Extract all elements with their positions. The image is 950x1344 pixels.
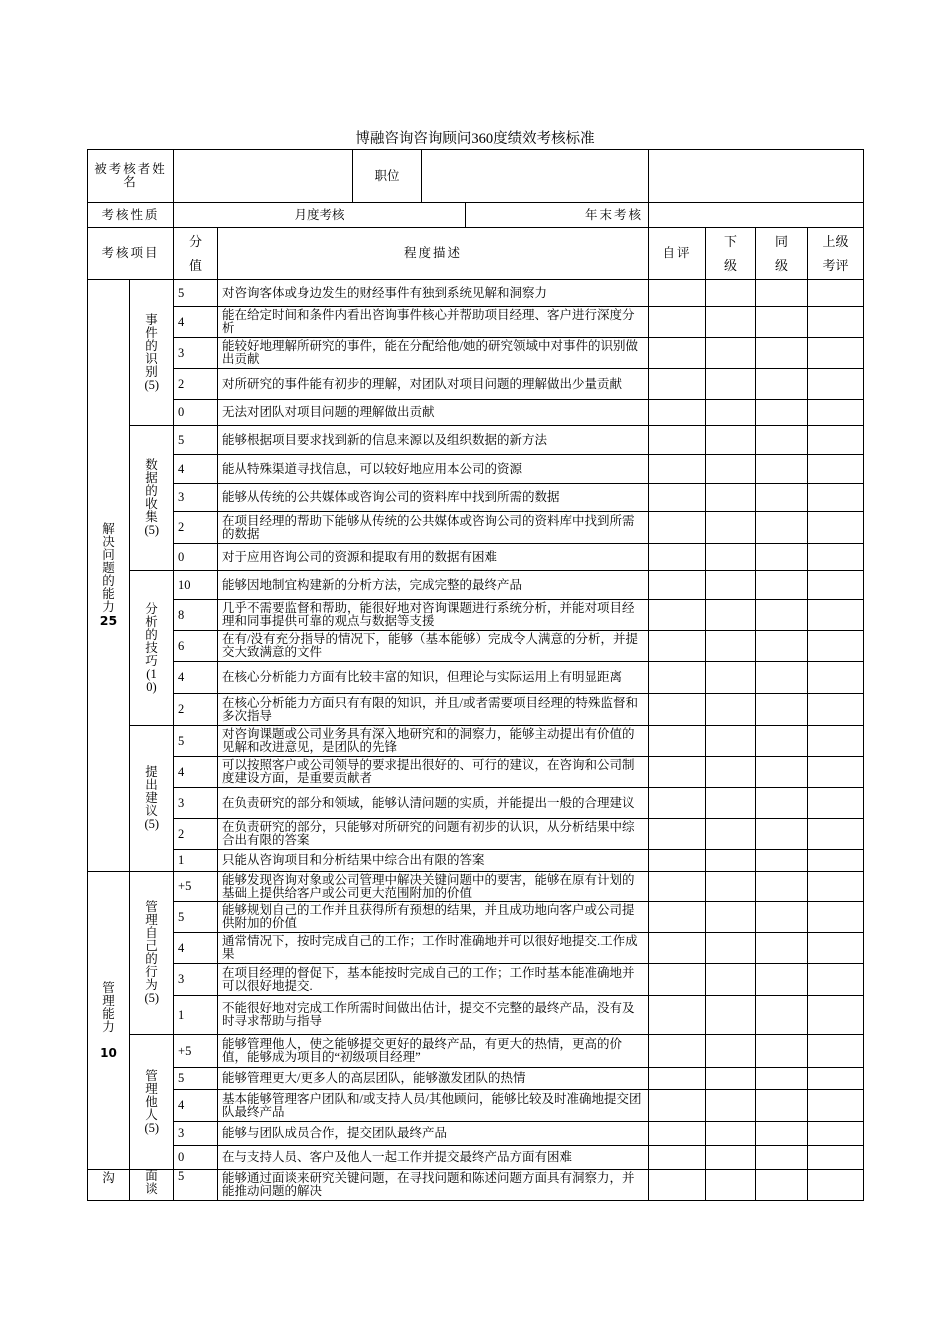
superior-eval-input[interactable]	[808, 1090, 864, 1122]
group-managing-others: 管理他人(5)	[130, 1035, 174, 1170]
score-cell: 4	[174, 662, 218, 694]
score-cell: 4	[174, 1090, 218, 1122]
description-cell: 在核心分析能力方面有比较丰富的知识，但理论与实际运用上有明显距离	[218, 662, 649, 694]
superior-eval-input[interactable]	[808, 426, 864, 455]
self-eval-input[interactable]	[649, 1068, 706, 1090]
superior-eval-input[interactable]	[808, 757, 864, 788]
description-cell: 可以按照客户或公司领导的要求提出很好的、可行的建议，在咨询和公司制度建设方面，是重要贡献者	[218, 757, 649, 788]
position-value-cell[interactable]	[649, 150, 864, 203]
description-cell: 在与支持人员、客户及他人一起工作并提交最终产品方面有困难	[218, 1146, 649, 1170]
peer-eval-input[interactable]	[756, 819, 808, 850]
peer-eval-input[interactable]	[756, 400, 808, 426]
description-cell: 在负责研究的部分，只能够对所研究的问题有初步的认识，从分析结果中综合出有限的答案	[218, 819, 649, 850]
subordinate-eval-input[interactable]	[706, 788, 756, 819]
subordinate-eval-input[interactable]	[706, 694, 756, 726]
subordinate-eval-input[interactable]	[706, 512, 756, 544]
table-row	[88, 400, 864, 426]
peer-eval-input[interactable]	[756, 1035, 808, 1068]
superior-eval-input[interactable]	[808, 631, 864, 662]
desc-label: 程度描述	[218, 228, 649, 280]
subordinate-eval-input[interactable]	[706, 757, 756, 788]
description-cell: 能够发现咨询对象或公司管理中解决关键问题中的要害，能够在原有计划的基础上提供给客户或公司更大范围附加的价值	[218, 872, 649, 902]
score-cell: 0	[174, 400, 218, 426]
score-cell: +5	[174, 1035, 218, 1068]
table-row	[88, 600, 864, 631]
table-row	[88, 280, 864, 307]
description-cell: 在负责研究的部分和领域，能够认清问题的实质，并能提出一般的合理建议	[218, 788, 649, 819]
table-row	[88, 788, 864, 819]
subordinate-eval-input[interactable]	[706, 369, 756, 400]
name-label-cell	[88, 150, 174, 203]
score-cell: 5	[174, 726, 218, 757]
self-eval-input[interactable]	[649, 512, 706, 544]
table-row	[88, 631, 864, 662]
table-row	[88, 1068, 864, 1090]
superior-eval-input[interactable]	[808, 455, 864, 484]
score-cell: 3	[174, 964, 218, 996]
table-row	[88, 819, 864, 850]
yearly-option[interactable]: 年末考核	[585, 207, 644, 222]
peer-eval-input[interactable]	[756, 1090, 808, 1122]
description-cell: 能够管理他人，使之能够提交更好的最终产品，有更大的热情，更高的价值，能够成为项目的“初级项目经理”	[218, 1035, 649, 1068]
table-row	[88, 544, 864, 571]
peer-eval-input[interactable]	[756, 512, 808, 544]
description-cell: 能够与团队成员合作，提交团队最终产品	[218, 1122, 649, 1146]
peer-eval-input[interactable]	[756, 933, 808, 964]
subordinate-eval-input[interactable]	[706, 631, 756, 662]
peer-eval-input[interactable]	[756, 631, 808, 662]
table-row	[88, 455, 864, 484]
description-cell: 对所研究的事件能有初步的理解，对团队对项目问题的理解做出少量贡献	[218, 369, 649, 400]
superior-eval-input[interactable]	[808, 788, 864, 819]
peer-eval-input[interactable]	[756, 426, 808, 455]
peer-eval-input[interactable]	[756, 455, 808, 484]
score-cell: 3	[174, 338, 218, 369]
score-cell: 2	[174, 369, 218, 400]
description-cell: 能较好地理解所研究的事件，能在分配给他/她的研究领域中对事件的识别做出贡献	[218, 338, 649, 369]
description-cell: 能够规划自己的工作并且获得所有预想的结果，并且成功地向客户或公司提供附加的价值	[218, 902, 649, 933]
peer-eval-input[interactable]	[756, 850, 808, 872]
table-row	[88, 757, 864, 788]
peer-eval-input[interactable]	[756, 694, 808, 726]
table-row	[88, 933, 864, 964]
item-label: 考核项目	[88, 228, 174, 280]
self-eval-input[interactable]	[649, 902, 706, 933]
score-cell: 2	[174, 819, 218, 850]
description-cell: 能够通过面谈来研究关键问题，在寻找问题和陈述问题方面具有洞察力，并能推动问题的解决	[218, 1170, 649, 1201]
name-value-cell[interactable]	[174, 150, 649, 203]
score-cell: +5	[174, 872, 218, 902]
peer-eval-input[interactable]	[756, 1122, 808, 1146]
category-problem-solving: 解决问题的能力 25	[88, 280, 130, 872]
description-cell: 能从特殊渠道寻找信息，可以较好地应用本公司的资源	[218, 455, 649, 484]
peer-eval-input[interactable]	[756, 872, 808, 902]
table-row	[88, 662, 864, 694]
table-row	[88, 850, 864, 872]
superior-eval-label: 上级考评	[822, 233, 849, 273]
peer-eval-input[interactable]	[756, 726, 808, 757]
superior-eval-input[interactable]	[808, 996, 864, 1035]
self-eval-input[interactable]	[649, 455, 706, 484]
subordinate-eval-input[interactable]	[706, 1170, 756, 1201]
self-eval-input[interactable]	[649, 662, 706, 694]
category-management: 管理能力 10	[88, 872, 130, 1170]
table-row	[88, 1170, 864, 1201]
superior-eval-input[interactable]	[808, 369, 864, 400]
table-row	[88, 571, 864, 600]
self-eval-input[interactable]	[649, 1170, 706, 1201]
peer-eval-input[interactable]	[756, 280, 808, 307]
peer-eval-input[interactable]	[756, 544, 808, 571]
peer-eval-input[interactable]	[756, 996, 808, 1035]
superior-eval-input[interactable]	[808, 1146, 864, 1170]
description-cell: 对咨询课题或公司业务具有深入地研究和的洞察力，能够主动提出有价值的见解和改进意见，是团队的先锋	[218, 726, 649, 757]
score-cell: 5	[174, 426, 218, 455]
peer-eval-input[interactable]	[756, 307, 808, 338]
group-interview: 面谈	[130, 1170, 174, 1201]
subordinate-eval-input[interactable]	[706, 426, 756, 455]
subordinate-eval-input[interactable]	[706, 455, 756, 484]
description-cell: 不能很好地对完成工作所需时间做出估计，提交不完整的最终产品，没有及时寻求帮助与指导	[218, 996, 649, 1035]
group-data-collection: 数据的收集(5)	[130, 426, 174, 571]
group-event-identification: 事件的识别(5)	[130, 280, 174, 426]
description-cell: 能够管理更大/更多人的高层团队，能够激发团队的热情	[218, 1068, 649, 1090]
table-row	[88, 694, 864, 726]
superior-eval-input[interactable]	[808, 1068, 864, 1090]
description-cell: 能够根据项目要求找到新的信息来源以及组织数据的新方法	[218, 426, 649, 455]
table-row	[88, 307, 864, 338]
superior-eval-input[interactable]	[808, 662, 864, 694]
self-eval-input[interactable]	[649, 933, 706, 964]
score-cell: 10	[174, 571, 218, 600]
subordinate-eval-label: 下级	[724, 233, 738, 273]
subordinate-eval-input[interactable]	[706, 964, 756, 996]
self-eval-input[interactable]	[649, 1122, 706, 1146]
self-eval-input[interactable]	[649, 280, 706, 307]
category-score: 10	[100, 1045, 117, 1060]
score-cell: 1	[174, 850, 218, 872]
description-cell: 基本能够管理客户团队和/或支持人员/其他顾问，能够比较及时准确地提交团队最终产品	[218, 1090, 649, 1122]
subordinate-eval-input[interactable]	[706, 571, 756, 600]
score-cell: 4	[174, 933, 218, 964]
subordinate-eval-input[interactable]	[706, 662, 756, 694]
peer-eval-input[interactable]	[756, 964, 808, 996]
superior-eval-input[interactable]	[808, 600, 864, 631]
description-cell: 在有/没有充分指导的情况下，能够（基本能够）完成令人满意的分析，并提交大致满意的文件	[218, 631, 649, 662]
table-row	[88, 902, 864, 933]
subordinate-eval-input[interactable]	[706, 280, 756, 307]
self-eval-input[interactable]	[649, 996, 706, 1035]
table-row	[88, 1146, 864, 1170]
table-row	[88, 964, 864, 996]
peer-eval-input[interactable]	[756, 902, 808, 933]
position-label: 职位	[353, 150, 422, 202]
score-cell: 0	[174, 1146, 218, 1170]
description-cell: 无法对团队对项目问题的理解做出贡献	[218, 400, 649, 426]
self-eval-input[interactable]	[649, 1035, 706, 1068]
self-eval-input[interactable]	[649, 726, 706, 757]
score-cell: 3	[174, 788, 218, 819]
self-eval-input[interactable]	[649, 600, 706, 631]
self-eval-input[interactable]	[649, 850, 706, 872]
peer-eval-input[interactable]	[756, 338, 808, 369]
self-eval-input[interactable]	[649, 426, 706, 455]
score-cell: 3	[174, 484, 218, 512]
table-row	[88, 1035, 864, 1068]
self-eval-input[interactable]	[649, 872, 706, 902]
table-row	[88, 512, 864, 544]
group-recommendations: 提出建议(5)	[130, 726, 174, 872]
self-eval-input[interactable]	[649, 819, 706, 850]
score-cell: 2	[174, 512, 218, 544]
subordinate-eval-input[interactable]	[706, 819, 756, 850]
subordinate-eval-input[interactable]	[706, 307, 756, 338]
peer-eval-input[interactable]	[756, 757, 808, 788]
peer-eval-input[interactable]	[756, 484, 808, 512]
table-row	[88, 338, 864, 369]
description-cell: 在项目经理的帮助下能够从传统的公共媒体或咨询公司的资料库中找到所需的数据	[218, 512, 649, 544]
peer-eval-input[interactable]	[756, 662, 808, 694]
peer-eval-input[interactable]	[756, 788, 808, 819]
self-eval-input[interactable]	[649, 400, 706, 426]
score-cell: 8	[174, 600, 218, 631]
subordinate-eval-input[interactable]	[706, 850, 756, 872]
superior-eval-input[interactable]	[808, 694, 864, 726]
superior-eval-input[interactable]	[808, 872, 864, 902]
score-cell: 3	[174, 1122, 218, 1146]
self-eval-input[interactable]	[649, 757, 706, 788]
description-cell: 在核心分析能力方面只有有限的知识，并且/或者需要项目经理的特殊监督和多次指导	[218, 694, 649, 726]
description-cell: 能够因地制宜构建新的分析方法，完成完整的最终产品	[218, 571, 649, 600]
peer-eval-input[interactable]	[756, 1170, 808, 1201]
table-row	[88, 996, 864, 1035]
score-cell: 5	[174, 902, 218, 933]
peer-eval-label: 同级	[775, 233, 789, 273]
superior-eval-input[interactable]	[808, 964, 864, 996]
subordinate-eval-input[interactable]	[706, 1122, 756, 1146]
score-cell: 4	[174, 307, 218, 338]
self-eval-input[interactable]	[649, 1146, 706, 1170]
description-cell: 几乎不需要监督和帮助，能很好地对咨询课题进行系统分析，并能对项目经理和同事提供可靠的观点与数据等支援	[218, 600, 649, 631]
score-cell: 0	[174, 544, 218, 571]
description-cell: 对咨询客体或身边发生的财经事件有独到系统见解和洞察力	[218, 280, 649, 307]
superior-eval-input[interactable]	[808, 512, 864, 544]
superior-eval-input[interactable]	[808, 819, 864, 850]
self-eval-input[interactable]	[649, 694, 706, 726]
superior-eval-input[interactable]	[808, 484, 864, 512]
score-cell: 4	[174, 757, 218, 788]
evaluation-table	[87, 149, 864, 1201]
self-eval-input[interactable]	[649, 571, 706, 600]
superior-eval-input[interactable]	[808, 280, 864, 307]
description-cell: 通常情况下，按时完成自己的工作；工作时准确地并可以很好地提交.工作成果	[218, 933, 649, 964]
peer-eval-input[interactable]	[756, 571, 808, 600]
subordinate-eval-input[interactable]	[706, 872, 756, 902]
description-cell: 能够从传统的公共媒体或咨询公司的资料库中找到所需的数据	[218, 484, 649, 512]
table-row	[88, 484, 864, 512]
self-eval-input[interactable]	[649, 964, 706, 996]
description-cell: 能在给定时间和条件内看出咨询事件核心并帮助项目经理、客户进行深度分析	[218, 307, 649, 338]
superior-eval-input[interactable]	[808, 338, 864, 369]
subordinate-eval-input[interactable]	[706, 400, 756, 426]
table-row	[88, 369, 864, 400]
self-eval-input[interactable]	[649, 631, 706, 662]
score-cell: 1	[174, 996, 218, 1035]
monthly-option[interactable]: 月度考核	[174, 203, 466, 227]
self-eval-input[interactable]	[649, 544, 706, 571]
table-row	[88, 726, 864, 757]
peer-eval-input[interactable]	[756, 1146, 808, 1170]
document-title: 博融咨询咨询顾问360度绩效考核标准	[355, 131, 595, 147]
subordinate-eval-input[interactable]	[706, 1090, 756, 1122]
superior-eval-input[interactable]	[808, 571, 864, 600]
subordinate-eval-input[interactable]	[706, 726, 756, 757]
peer-eval-input[interactable]	[756, 369, 808, 400]
group-analysis-skills: 分析的技巧(10)	[130, 571, 174, 726]
score-cell: 2	[174, 694, 218, 726]
category-communication: 沟	[88, 1170, 130, 1201]
superior-eval-input[interactable]	[808, 1035, 864, 1068]
subordinate-eval-input[interactable]	[706, 933, 756, 964]
category-score: 25	[99, 613, 118, 628]
self-eval-input[interactable]	[649, 307, 706, 338]
self-eval-input[interactable]	[649, 1090, 706, 1122]
description-cell: 在项目经理的督促下，基本能按时完成自己的工作；工作时基本能准确地并可以很好地提交.	[218, 964, 649, 996]
superior-eval-input[interactable]	[808, 726, 864, 757]
subordinate-eval-input[interactable]	[706, 902, 756, 933]
group-self-management: 管理自己的行为(5)	[130, 872, 174, 1035]
superior-eval-input[interactable]	[808, 400, 864, 426]
table-row	[88, 1122, 864, 1146]
self-eval-input[interactable]	[649, 338, 706, 369]
subordinate-eval-input[interactable]	[706, 600, 756, 631]
peer-eval-input[interactable]	[756, 1068, 808, 1090]
score-cell: 5	[174, 280, 218, 307]
self-eval-input[interactable]	[649, 484, 706, 512]
peer-eval-input[interactable]	[756, 600, 808, 631]
description-cell: 对于应用咨询公司的资源和提取有用的数据有困难	[218, 544, 649, 571]
self-eval-label: 自评	[649, 228, 706, 280]
name-label: 被考核者姓名	[94, 162, 167, 189]
subordinate-eval-input[interactable]	[706, 1068, 756, 1090]
superior-eval-input[interactable]	[808, 902, 864, 933]
score-cell: 5	[174, 1170, 218, 1201]
nature-label: 考核性质	[88, 203, 174, 228]
superior-eval-input[interactable]	[808, 307, 864, 338]
table-row	[88, 872, 864, 902]
superior-eval-input[interactable]	[808, 544, 864, 571]
self-eval-input[interactable]	[649, 369, 706, 400]
subordinate-eval-input[interactable]	[706, 484, 756, 512]
superior-eval-input[interactable]	[808, 1170, 864, 1201]
table-row	[88, 426, 864, 455]
subordinate-eval-input[interactable]	[706, 1035, 756, 1068]
score-cell: 5	[174, 1068, 218, 1090]
score-cell: 6	[174, 631, 218, 662]
self-eval-input[interactable]	[649, 788, 706, 819]
superior-eval-input[interactable]	[808, 933, 864, 964]
subordinate-eval-input[interactable]	[706, 1146, 756, 1170]
subordinate-eval-input[interactable]	[706, 338, 756, 369]
score-cell: 4	[174, 455, 218, 484]
superior-eval-input[interactable]	[808, 1122, 864, 1146]
subordinate-eval-input[interactable]	[706, 996, 756, 1035]
table-row	[88, 1090, 864, 1122]
score-label: 分值	[189, 233, 203, 273]
subordinate-eval-input[interactable]	[706, 544, 756, 571]
superior-eval-input[interactable]	[808, 850, 864, 872]
description-cell: 只能从咨询项目和分析结果中综合出有限的答案	[218, 850, 649, 872]
